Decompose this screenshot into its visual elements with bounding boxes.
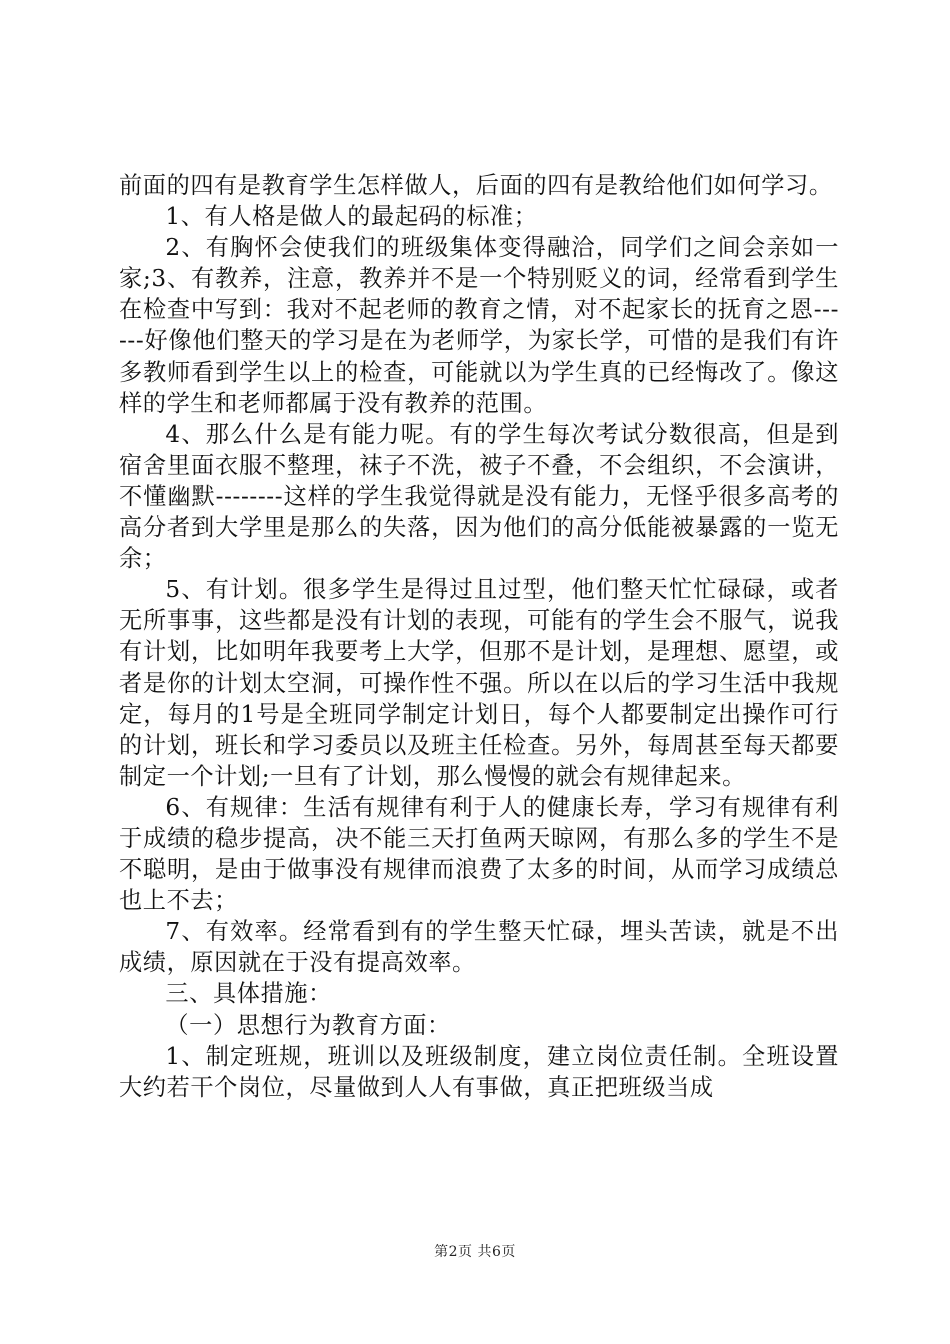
paragraph-item-7: 7、有效率。经常看到有的学生整天忙碌，埋头苦读，就是不出成绩，原因就在于没有提高效率。: [119, 918, 839, 977]
subsection-heading-conduct: （一）思想行为教育方面：: [165, 1011, 451, 1039]
paragraph-item-4: 4、那么什么是有能力呢。有的学生每次考试分数很高，但是到宿舍里面衣服不整理，袜子不洗，被子不叠，不会组织，不会演讲，不懂幽默--------这样的学生我觉得就是没有能力，无怪乎很多高考的高分者到大学里是那么的失落，因为他们的高分低能被暴露的一览无余；: [119, 420, 839, 573]
paragraph-item-2: 2、有胸怀会使我们的班级集体变得融洽，同学们之间会亲如一家;3、有教养，注意，教养并不是一个特别贬义的词，经常看到学生在检查中写到：我对不起老师的教育之情，对不起家长的抚育之恩------好像他们整天的学习是在为老师学，为家长学，可惜的是我们有许多教师看到学生以上的检查，可能就以为学生真的已经悔改了。像这样的学生和老师都属于没有教养的范围。: [119, 234, 839, 417]
paragraph-measure-1: 1、制定班规，班训以及班级制度，建立岗位责任制。全班设置大约若干个岗位，尽量做到人人有事做，真正把班级当成: [119, 1042, 839, 1101]
page-number-footer: 第2页 共6页: [434, 1244, 516, 1260]
paragraph-item-1: 1、有人格是做人的最起码的标准；: [165, 203, 538, 231]
paragraph-item-5: 5、有计划。很多学生是得过且过型，他们整天忙忙碌碌，或者无所事事，这些都是没有计划的表现，可能有的学生会不服气，说我有计划，比如明年我要考上大学，但那不是计划，是理想、愿望，或者是你的计划太空洞，可操作性不强。所以在以后的学习生活中我规定，每月的1号是全班同学制定计划日，每个人都要制定出操作可行的计划，班长和学习委员以及班主任检查。另外，每周甚至每天都要制定一个计划;一旦有了计划，那么慢慢的就会有规律起来。: [119, 576, 839, 790]
paragraph-item-6: 6、有规律：生活有规律有利于人的健康长寿，学习有规律有利于成绩的稳步提高，决不能三天打鱼两天晾网，有那么多的学生不是不聪明，是由于做事没有规律而浪费了太多的时间，从而学习成绩总也上不去；: [119, 793, 839, 915]
paragraph-continuation: 前面的四有是教育学生怎样做人，后面的四有是教给他们如何学习。: [119, 172, 833, 199]
document-body: [119, 170, 839, 1103]
section-heading-measures: 三、具体措施：: [165, 980, 332, 1008]
